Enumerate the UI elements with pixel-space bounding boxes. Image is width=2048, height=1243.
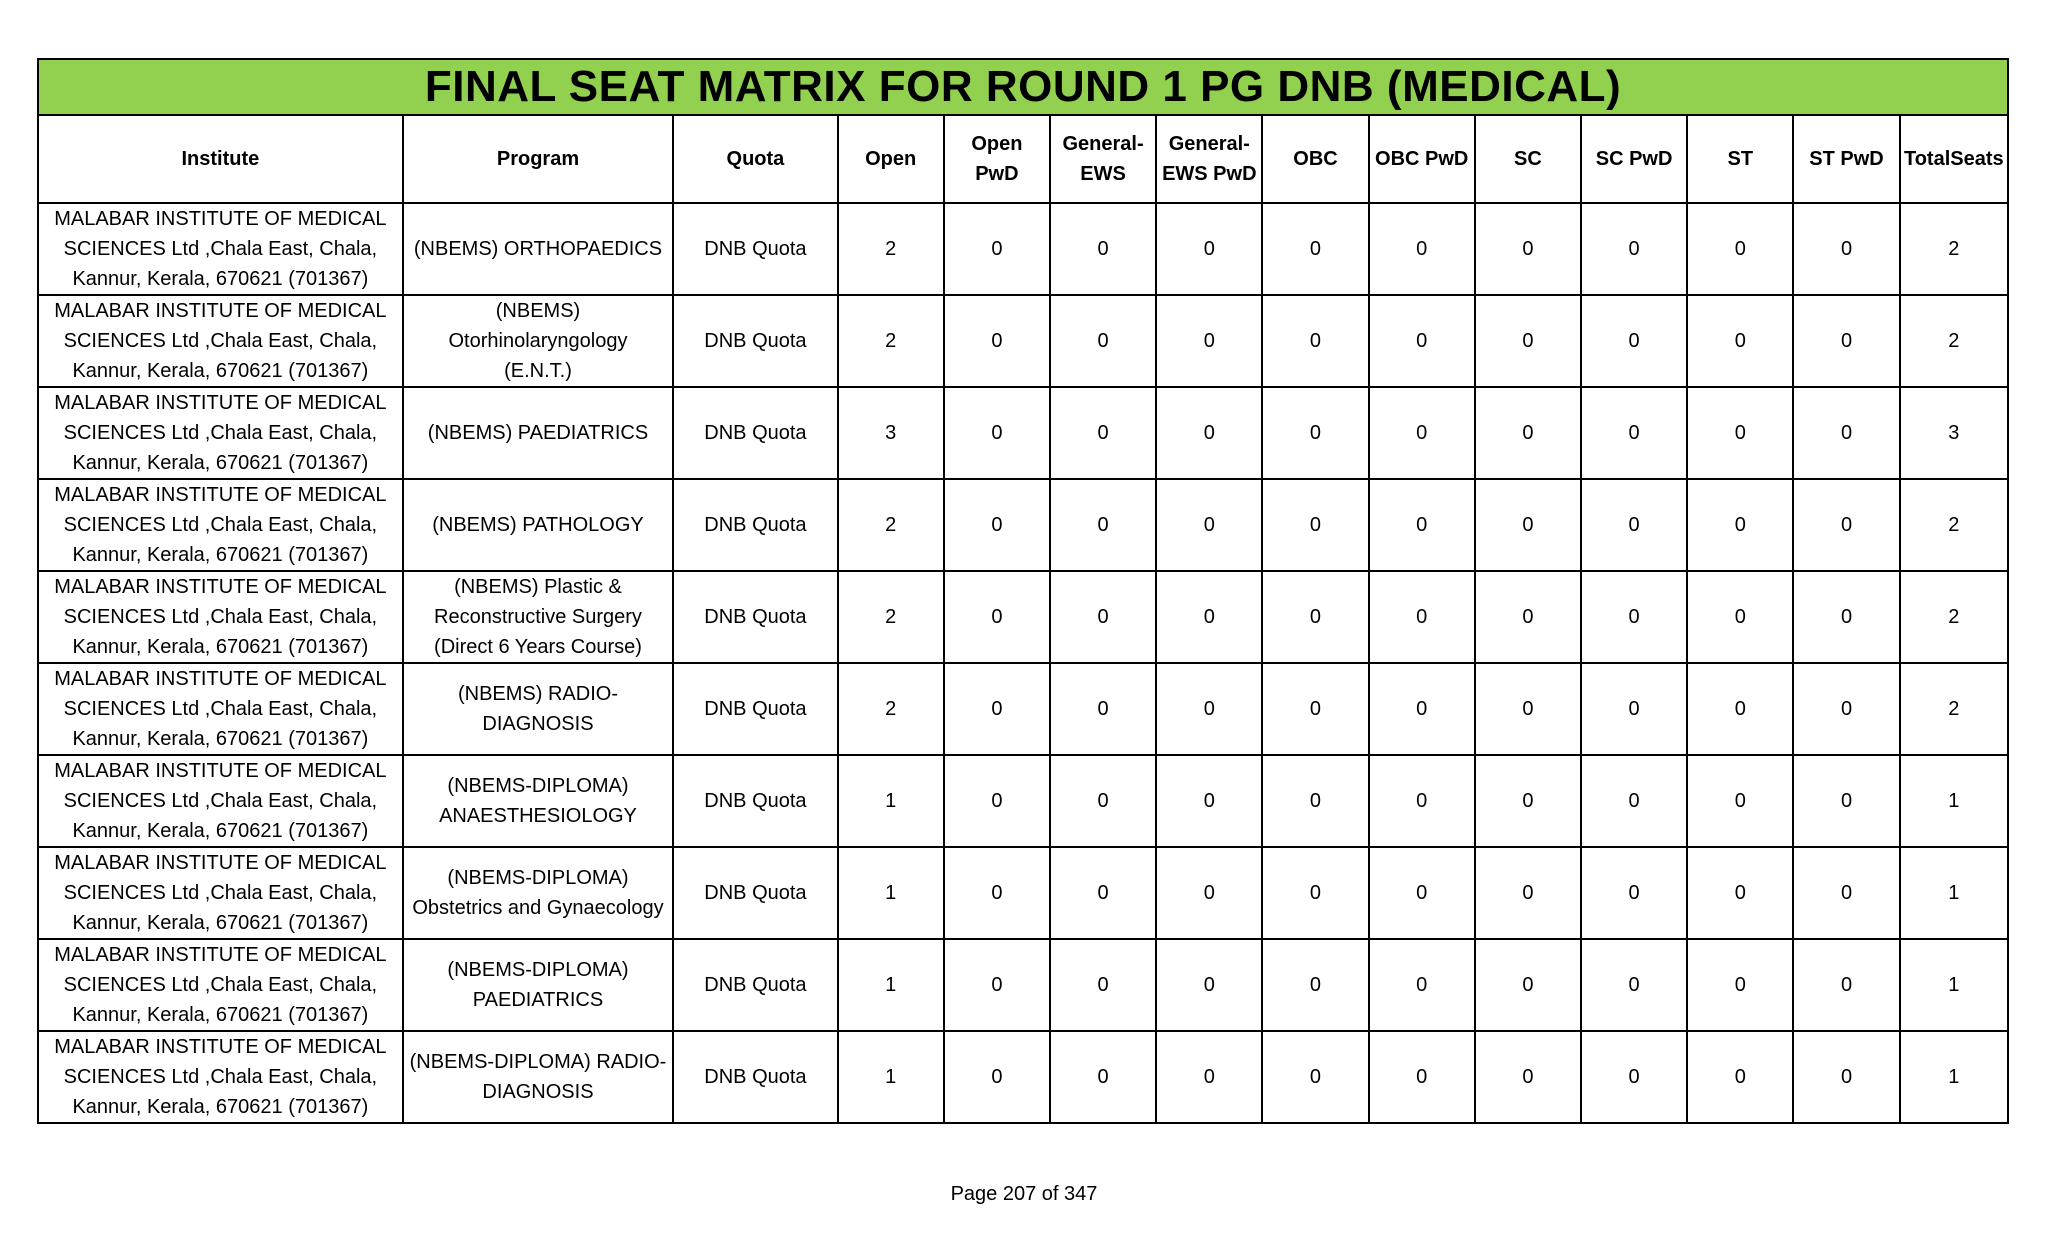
cell-obc-pwd: 0 xyxy=(1369,295,1475,387)
institute-line: Kannur, Kerala, 670621 (701367) xyxy=(72,452,369,474)
cell-total-seats: 1 xyxy=(1900,755,2008,847)
cell-sc-pwd: 0 xyxy=(1581,939,1687,1031)
institute-line: Kannur, Kerala, 670621 (701367) xyxy=(72,1004,369,1026)
cell-st: 0 xyxy=(1687,295,1793,387)
header-line: General- xyxy=(1062,133,1144,155)
cell-sc-pwd: 0 xyxy=(1581,1031,1687,1123)
cell-obc: 0 xyxy=(1262,847,1368,939)
institute-line: MALABAR INSTITUTE OF MEDICAL xyxy=(54,300,387,322)
column-header-row xyxy=(38,115,2008,203)
cell-obc: 0 xyxy=(1262,387,1368,479)
cell-quota: DNB Quota xyxy=(673,295,837,387)
institute-line: MALABAR INSTITUTE OF MEDICAL xyxy=(54,484,387,506)
cell-institute xyxy=(38,295,403,387)
cell-total-seats: 2 xyxy=(1900,203,2008,295)
program-line: (NBEMS) xyxy=(495,300,581,322)
cell-general-ews-pwd: 0 xyxy=(1156,663,1262,755)
institute-line: Kannur, Kerala, 670621 (701367) xyxy=(72,544,369,566)
program-line: (NBEMS) Plastic & xyxy=(454,576,622,598)
program-line: Obstetrics and Gynaecology xyxy=(412,897,664,919)
cell-st-pwd: 0 xyxy=(1793,479,1899,571)
cell-obc: 0 xyxy=(1262,663,1368,755)
institute-line: MALABAR INSTITUTE OF MEDICAL xyxy=(54,852,387,874)
cell-obc: 0 xyxy=(1262,571,1368,663)
header-line: EWS PwD xyxy=(1162,163,1257,185)
cell-general-ews: 0 xyxy=(1050,1031,1156,1123)
program-line: (E.N.T.) xyxy=(504,360,572,382)
cell-general-ews-pwd: 0 xyxy=(1156,387,1262,479)
cell-institute xyxy=(38,1031,403,1123)
cell-open: 1 xyxy=(838,847,944,939)
table-row xyxy=(38,479,2008,571)
cell-open-pwd: 0 xyxy=(944,203,1050,295)
cell-institute xyxy=(38,755,403,847)
column-header-obc-pwd: OBC PwD xyxy=(1369,115,1475,203)
cell-st: 0 xyxy=(1687,755,1793,847)
cell-general-ews: 0 xyxy=(1050,295,1156,387)
column-header-open-pwd xyxy=(944,115,1050,203)
cell-sc-pwd: 0 xyxy=(1581,755,1687,847)
cell-sc: 0 xyxy=(1475,387,1581,479)
cell-sc: 0 xyxy=(1475,1031,1581,1123)
cell-program xyxy=(403,571,674,663)
cell-quota: DNB Quota xyxy=(673,1031,837,1123)
cell-sc: 0 xyxy=(1475,847,1581,939)
institute-line: SCIENCES Ltd ,Chala East, Chala, xyxy=(63,422,378,444)
institute-line: MALABAR INSTITUTE OF MEDICAL xyxy=(54,668,387,690)
table-row xyxy=(38,387,2008,479)
institute-line: Kannur, Kerala, 670621 (701367) xyxy=(72,360,369,382)
cell-program xyxy=(403,203,674,295)
cell-obc: 0 xyxy=(1262,755,1368,847)
program-line: (NBEMS) ORTHOPAEDICS xyxy=(413,238,663,260)
cell-sc: 0 xyxy=(1475,939,1581,1031)
cell-program xyxy=(403,295,674,387)
cell-total-seats: 2 xyxy=(1900,571,2008,663)
cell-st: 0 xyxy=(1687,847,1793,939)
cell-institute xyxy=(38,939,403,1031)
table-row xyxy=(38,203,2008,295)
column-header-total-seats: TotalSeats xyxy=(1900,115,2008,203)
cell-st-pwd: 0 xyxy=(1793,295,1899,387)
program-line: (NBEMS-DIPLOMA) xyxy=(447,867,629,889)
institute-line: SCIENCES Ltd ,Chala East, Chala, xyxy=(63,790,378,812)
cell-general-ews: 0 xyxy=(1050,571,1156,663)
cell-sc-pwd: 0 xyxy=(1581,295,1687,387)
header-line: General- xyxy=(1168,133,1250,155)
cell-open: 2 xyxy=(838,663,944,755)
cell-st-pwd: 0 xyxy=(1793,387,1899,479)
program-line: PAEDIATRICS xyxy=(472,989,604,1011)
header-line: Open xyxy=(971,133,1023,155)
cell-st-pwd: 0 xyxy=(1793,1031,1899,1123)
cell-st: 0 xyxy=(1687,663,1793,755)
institute-line: SCIENCES Ltd ,Chala East, Chala, xyxy=(63,238,378,260)
cell-open: 2 xyxy=(838,479,944,571)
cell-st-pwd: 0 xyxy=(1793,755,1899,847)
program-line: (NBEMS) PATHOLOGY xyxy=(432,514,644,536)
cell-program xyxy=(403,847,674,939)
table-row xyxy=(38,663,2008,755)
cell-open: 1 xyxy=(838,1031,944,1123)
header-line: PwD xyxy=(975,163,1019,185)
institute-line: MALABAR INSTITUTE OF MEDICAL xyxy=(54,208,387,230)
program-line: (NBEMS) RADIO-DIAGNOSIS xyxy=(457,683,618,735)
cell-st-pwd: 0 xyxy=(1793,847,1899,939)
cell-program xyxy=(403,387,674,479)
cell-st-pwd: 0 xyxy=(1793,939,1899,1031)
cell-sc-pwd: 0 xyxy=(1581,571,1687,663)
column-header-st-pwd: ST PwD xyxy=(1793,115,1899,203)
cell-sc: 0 xyxy=(1475,295,1581,387)
table-row xyxy=(38,847,2008,939)
column-header-sc: SC xyxy=(1475,115,1581,203)
cell-general-ews: 0 xyxy=(1050,479,1156,571)
cell-st-pwd: 0 xyxy=(1793,203,1899,295)
cell-open-pwd: 0 xyxy=(944,939,1050,1031)
cell-program xyxy=(403,939,674,1031)
seat-matrix-table xyxy=(37,58,2009,1124)
cell-obc: 0 xyxy=(1262,203,1368,295)
cell-quota: DNB Quota xyxy=(673,755,837,847)
table-row xyxy=(38,939,2008,1031)
cell-st: 0 xyxy=(1687,1031,1793,1123)
cell-open-pwd: 0 xyxy=(944,1031,1050,1123)
program-line: DIAGNOSIS xyxy=(482,1081,594,1103)
institute-line: Kannur, Kerala, 670621 (701367) xyxy=(72,268,369,290)
cell-sc-pwd: 0 xyxy=(1581,847,1687,939)
column-header-obc: OBC xyxy=(1262,115,1368,203)
cell-quota: DNB Quota xyxy=(673,847,837,939)
cell-obc: 0 xyxy=(1262,939,1368,1031)
cell-total-seats: 2 xyxy=(1900,479,2008,571)
cell-sc: 0 xyxy=(1475,479,1581,571)
table-row xyxy=(38,571,2008,663)
institute-line: SCIENCES Ltd ,Chala East, Chala, xyxy=(63,330,378,352)
cell-sc-pwd: 0 xyxy=(1581,387,1687,479)
cell-total-seats: 1 xyxy=(1900,847,2008,939)
cell-total-seats: 2 xyxy=(1900,295,2008,387)
cell-program xyxy=(403,1031,674,1123)
cell-sc: 0 xyxy=(1475,203,1581,295)
cell-open-pwd: 0 xyxy=(944,479,1050,571)
cell-program xyxy=(403,755,674,847)
cell-open-pwd: 0 xyxy=(944,663,1050,755)
institute-line: SCIENCES Ltd ,Chala East, Chala, xyxy=(63,698,378,720)
cell-obc-pwd: 0 xyxy=(1369,479,1475,571)
cell-open-pwd: 0 xyxy=(944,847,1050,939)
cell-total-seats: 3 xyxy=(1900,387,2008,479)
cell-open: 2 xyxy=(838,203,944,295)
program-line: (Direct 6 Years Course) xyxy=(434,636,642,658)
cell-sc: 0 xyxy=(1475,571,1581,663)
cell-obc: 0 xyxy=(1262,1031,1368,1123)
column-header-quota: Quota xyxy=(673,115,837,203)
cell-open: 1 xyxy=(838,939,944,1031)
institute-line: MALABAR INSTITUTE OF MEDICAL xyxy=(54,760,387,782)
column-header-sc-pwd: SC PwD xyxy=(1581,115,1687,203)
cell-obc-pwd: 0 xyxy=(1369,847,1475,939)
program-line: Reconstructive Surgery xyxy=(434,606,642,628)
cell-open-pwd: 0 xyxy=(944,571,1050,663)
institute-line: SCIENCES Ltd ,Chala East, Chala, xyxy=(63,1066,378,1088)
table-row xyxy=(38,295,2008,387)
institute-line: Kannur, Kerala, 670621 (701367) xyxy=(72,728,369,750)
program-line: Otorhinolaryngology xyxy=(448,330,628,352)
cell-institute xyxy=(38,663,403,755)
cell-st: 0 xyxy=(1687,571,1793,663)
cell-total-seats: 1 xyxy=(1900,1031,2008,1123)
cell-total-seats: 1 xyxy=(1900,939,2008,1031)
page-number: Page 207 of 347 xyxy=(950,1183,1098,1205)
table-row xyxy=(38,1031,2008,1123)
cell-obc-pwd: 0 xyxy=(1369,663,1475,755)
cell-obc-pwd: 0 xyxy=(1369,571,1475,663)
cell-obc-pwd: 0 xyxy=(1369,387,1475,479)
page-title: FINAL SEAT MATRIX FOR ROUND 1 PG DNB (MEDICAL) xyxy=(38,59,2008,115)
column-header-general-ews-pwd xyxy=(1156,115,1262,203)
cell-st: 0 xyxy=(1687,479,1793,571)
cell-quota: DNB Quota xyxy=(673,939,837,1031)
institute-line: Kannur, Kerala, 670621 (701367) xyxy=(72,912,369,934)
cell-general-ews-pwd: 0 xyxy=(1156,203,1262,295)
institute-line: MALABAR INSTITUTE OF MEDICAL xyxy=(54,576,387,598)
cell-sc-pwd: 0 xyxy=(1581,203,1687,295)
cell-institute xyxy=(38,847,403,939)
seat-matrix-sheet xyxy=(37,58,2009,1124)
cell-obc-pwd: 0 xyxy=(1369,755,1475,847)
column-header-institute: Institute xyxy=(38,115,403,203)
cell-obc-pwd: 0 xyxy=(1369,1031,1475,1123)
cell-obc: 0 xyxy=(1262,479,1368,571)
cell-general-ews-pwd: 0 xyxy=(1156,571,1262,663)
column-header-general-ews xyxy=(1050,115,1156,203)
cell-obc-pwd: 0 xyxy=(1369,939,1475,1031)
cell-open: 2 xyxy=(838,295,944,387)
cell-sc-pwd: 0 xyxy=(1581,479,1687,571)
cell-st: 0 xyxy=(1687,387,1793,479)
institute-line: MALABAR INSTITUTE OF MEDICAL xyxy=(54,1036,387,1058)
institute-line: SCIENCES Ltd ,Chala East, Chala, xyxy=(63,606,378,628)
cell-general-ews: 0 xyxy=(1050,939,1156,1031)
institute-line: MALABAR INSTITUTE OF MEDICAL xyxy=(54,392,387,414)
cell-institute xyxy=(38,571,403,663)
program-line: (NBEMS-DIPLOMA) xyxy=(447,775,629,797)
cell-open-pwd: 0 xyxy=(944,295,1050,387)
cell-st: 0 xyxy=(1687,939,1793,1031)
cell-obc-pwd: 0 xyxy=(1369,203,1475,295)
institute-line: SCIENCES Ltd ,Chala East, Chala, xyxy=(63,882,378,904)
institute-line: Kannur, Kerala, 670621 (701367) xyxy=(72,636,369,658)
cell-general-ews: 0 xyxy=(1050,663,1156,755)
cell-sc: 0 xyxy=(1475,755,1581,847)
cell-institute xyxy=(38,479,403,571)
cell-general-ews-pwd: 0 xyxy=(1156,939,1262,1031)
cell-general-ews-pwd: 0 xyxy=(1156,1031,1262,1123)
cell-open-pwd: 0 xyxy=(944,755,1050,847)
cell-general-ews: 0 xyxy=(1050,387,1156,479)
institute-line: Kannur, Kerala, 670621 (701367) xyxy=(72,820,369,842)
program-line: (NBEMS-DIPLOMA) RADIO- xyxy=(409,1051,667,1073)
cell-obc: 0 xyxy=(1262,295,1368,387)
cell-institute xyxy=(38,203,403,295)
program-line: (NBEMS-DIPLOMA) xyxy=(447,959,629,981)
cell-st-pwd: 0 xyxy=(1793,663,1899,755)
cell-quota: DNB Quota xyxy=(673,479,837,571)
institute-line: Kannur, Kerala, 670621 (701367) xyxy=(72,1096,369,1118)
cell-sc-pwd: 0 xyxy=(1581,663,1687,755)
cell-open: 1 xyxy=(838,755,944,847)
program-line: ANAESTHESIOLOGY xyxy=(439,805,637,827)
cell-general-ews-pwd: 0 xyxy=(1156,295,1262,387)
cell-general-ews: 0 xyxy=(1050,203,1156,295)
institute-line: MALABAR INSTITUTE OF MEDICAL xyxy=(54,944,387,966)
column-header-open: Open xyxy=(838,115,944,203)
cell-general-ews-pwd: 0 xyxy=(1156,479,1262,571)
column-header-st: ST xyxy=(1687,115,1793,203)
cell-general-ews: 0 xyxy=(1050,755,1156,847)
cell-open-pwd: 0 xyxy=(944,387,1050,479)
cell-quota: DNB Quota xyxy=(673,203,837,295)
table-row xyxy=(38,755,2008,847)
cell-open: 2 xyxy=(838,571,944,663)
cell-general-ews-pwd: 0 xyxy=(1156,755,1262,847)
cell-quota: DNB Quota xyxy=(673,663,837,755)
institute-line: SCIENCES Ltd ,Chala East, Chala, xyxy=(63,974,378,996)
institute-line: SCIENCES Ltd ,Chala East, Chala, xyxy=(63,514,378,536)
header-line: EWS xyxy=(1080,163,1126,185)
cell-quota: DNB Quota xyxy=(673,387,837,479)
cell-st: 0 xyxy=(1687,203,1793,295)
cell-program xyxy=(403,663,674,755)
cell-sc: 0 xyxy=(1475,663,1581,755)
cell-general-ews-pwd: 0 xyxy=(1156,847,1262,939)
seat-matrix-body xyxy=(38,203,2008,1123)
cell-quota: DNB Quota xyxy=(673,571,837,663)
program-line: (NBEMS) PAEDIATRICS xyxy=(427,422,649,444)
cell-general-ews: 0 xyxy=(1050,847,1156,939)
cell-st-pwd: 0 xyxy=(1793,571,1899,663)
column-header-program: Program xyxy=(403,115,674,203)
cell-institute xyxy=(38,387,403,479)
cell-open: 3 xyxy=(838,387,944,479)
cell-program xyxy=(403,479,674,571)
cell-total-seats: 2 xyxy=(1900,663,2008,755)
